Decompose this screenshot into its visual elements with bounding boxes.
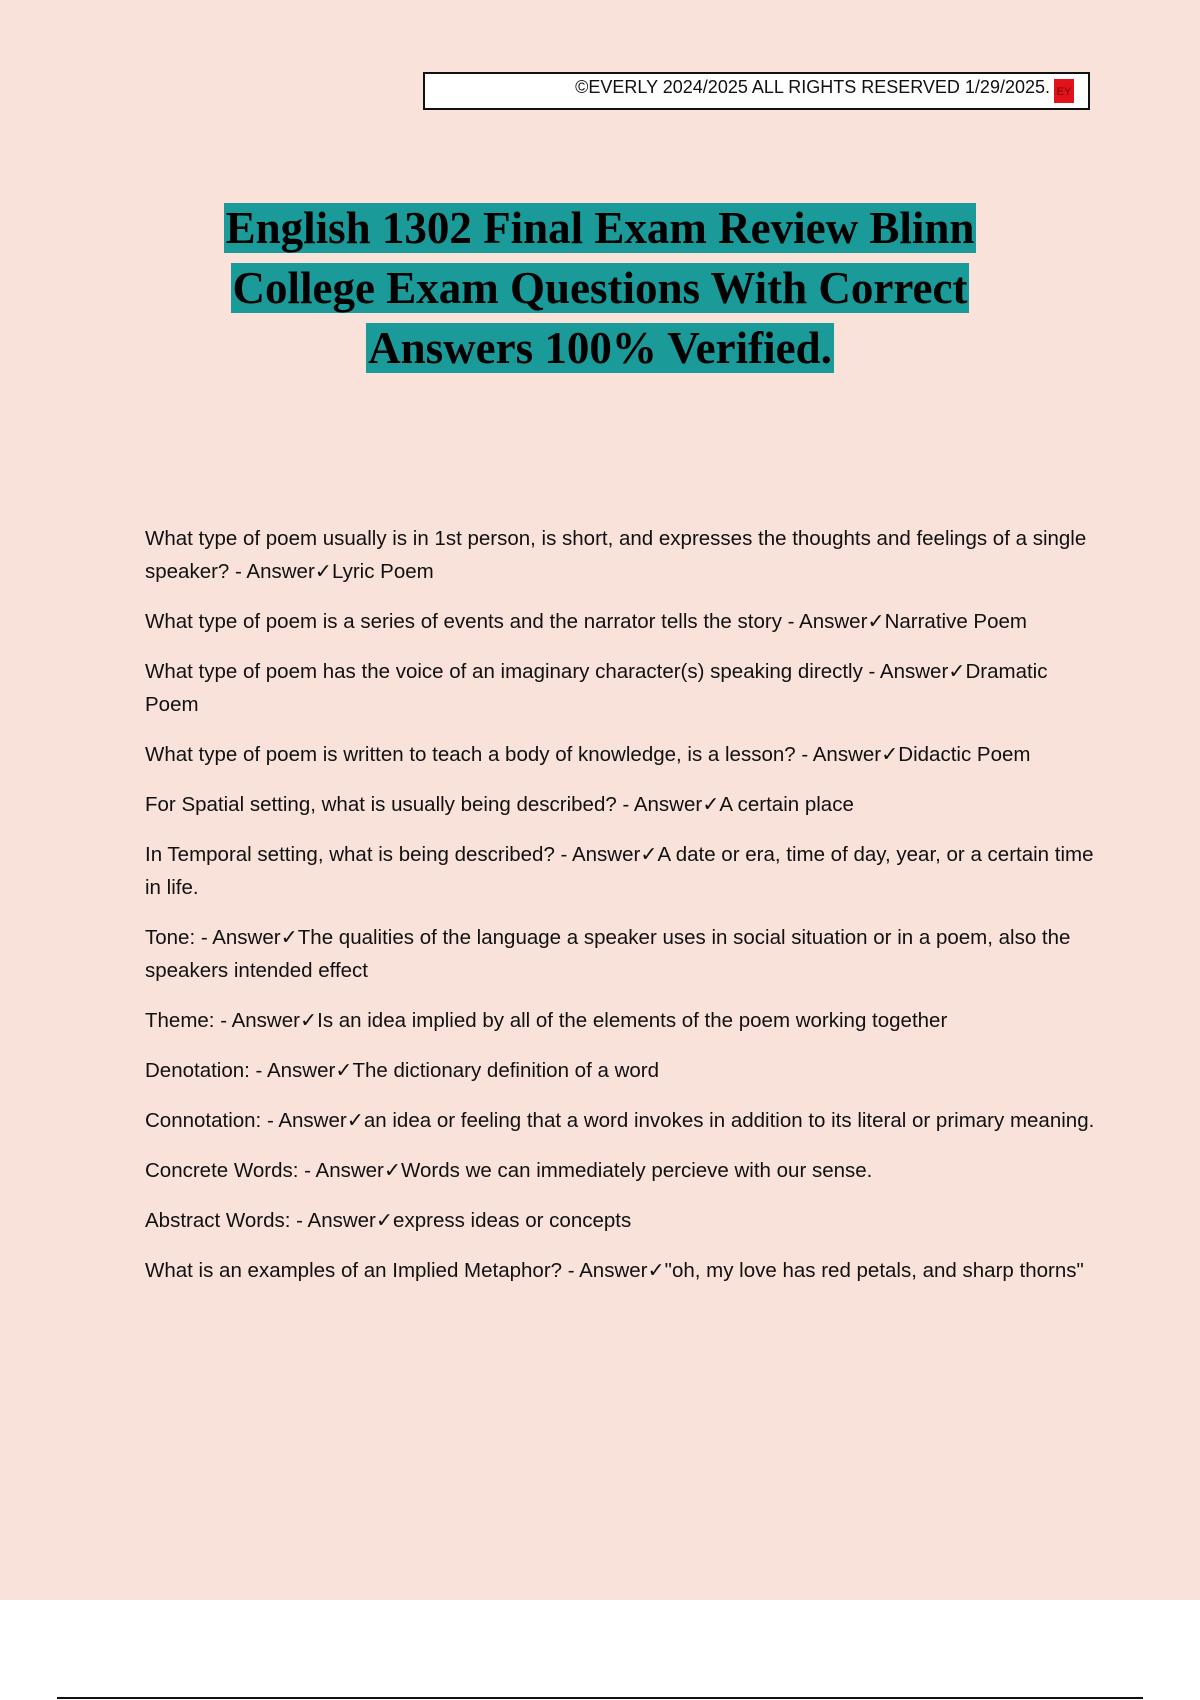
title-line-3	[100, 318, 1100, 378]
qa-item-connotation: Connotation: - Answer✓an idea or feeling that a word invokes in addition to its literal or primary meaning.	[145, 1109, 1095, 1132]
qa-item-denotation: Denotation: - Answer✓The dictionary definition of a word	[145, 1059, 660, 1082]
question-answer-list	[145, 522, 1095, 1304]
qa-item-concrete-words: Concrete Words: - Answer✓Words we can immediately percieve with our sense.	[145, 1159, 873, 1182]
watermark-stamp	[1054, 79, 1074, 103]
qa-item-spatial-setting: For Spatial setting, what is usually being described? - Answer✓A certain place	[145, 793, 854, 816]
qa-item-lyric-poem: What type of poem usually is in 1st person, is short, and expresses the thoughts and feelings of a single speaker? - Answer✓Lyric Poem	[145, 527, 1087, 583]
qa-item-narrative-poem: What type of poem is a series of events and the narrator tells the story - Answer✓Narrative Poem	[145, 610, 1027, 633]
qa-item-abstract-words: Abstract Words: - Answer✓express ideas or concepts	[145, 1209, 632, 1232]
document-title	[100, 198, 1100, 378]
title-line-2	[100, 258, 1100, 318]
svg-text:EY: EY	[1056, 86, 1072, 98]
qa-item-didactic-poem: What type of poem is written to teach a body of knowledge, is a lesson? - Answer✓Didactic Poem	[145, 743, 1031, 766]
footer-divider	[57, 1697, 1143, 1699]
qa-item-implied-metaphor: What is an examples of an Implied Metaphor? - Answer✓"oh, my love has red petals, and sharp thorns"	[145, 1259, 1084, 1282]
qa-item-tone: Tone: - Answer✓The qualities of the language a speaker uses in social situation or in a poem, also the speakers intended effect	[145, 926, 1071, 982]
title-line-3-text: Answers 100% Verified.	[368, 323, 832, 373]
copyright-text: ©EVERLY 2024/2025 ALL RIGHTS RESERVED 1/29/2025.	[575, 77, 1050, 97]
qa-item-theme: Theme: - Answer✓Is an idea implied by all of the elements of the poem working together	[145, 1009, 948, 1032]
red-stamp-icon	[1054, 79, 1074, 103]
qa-item-temporal-setting: In Temporal setting, what is being described? - Answer✓A date or era, time of day, year, or a certain time in life.	[145, 843, 1094, 899]
title-line-1-text: English 1302 Final Exam Review Blinn	[225, 203, 975, 253]
qa-item-dramatic-poem: What type of poem has the voice of an imaginary character(s) speaking directly - Answer✓Dramatic Poem	[145, 660, 1048, 716]
title-line-1	[100, 198, 1100, 258]
title-line-2-text: College Exam Questions With Correct	[232, 263, 968, 313]
copyright-header-box	[423, 72, 1090, 110]
